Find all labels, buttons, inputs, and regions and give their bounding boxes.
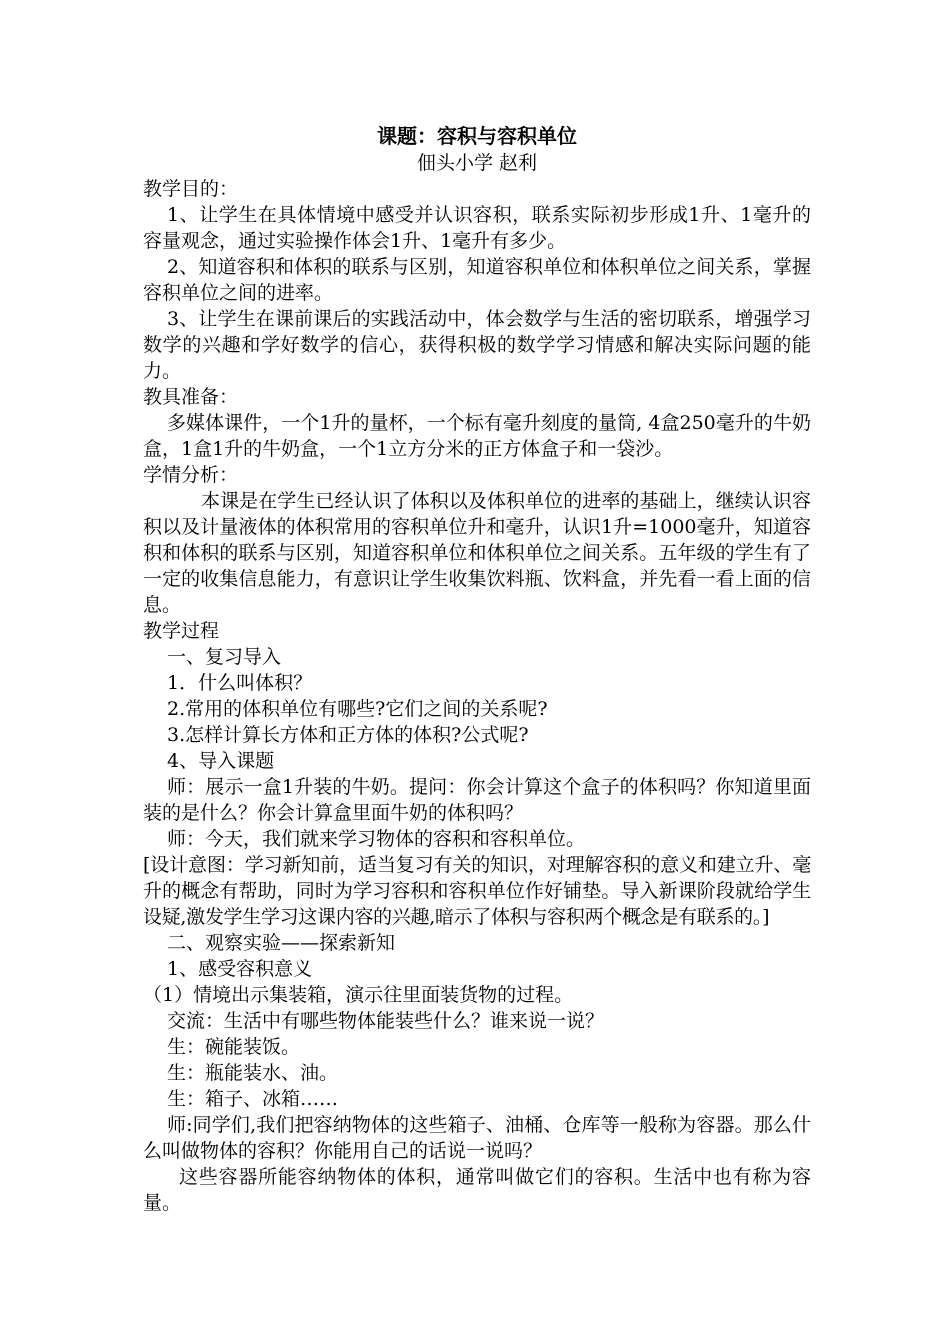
process-step-explore: 二、观察实验——探索新知: [167, 932, 396, 954]
section-heading-objectives: 教学目的：: [143, 178, 239, 200]
student-answer-1: 生：碗能装饭。: [167, 1036, 301, 1058]
teacher-prompt-milk: 师：展示一盒1升装的牛奶。提问：你会计算这个盒子的体积吗？你知道里面装的是什么？你会计算盒里面牛奶的体积吗？: [143, 776, 811, 824]
review-question-1: 1．什么叫体积？: [167, 672, 313, 694]
section-heading-analysis: 学情分析：: [143, 464, 239, 486]
process-step-review: 一、复习导入: [167, 646, 282, 668]
materials-paragraph: 多媒体课件，一个1升的量杯，一个标有毫升刻度的量筒, 4盒250毫升的牛奶盒，1盒1升的牛奶盒，一个1立方分米的正方体盒子和一袋沙。: [143, 412, 811, 460]
student-answer-3: 生：箱子、冰箱……: [167, 1088, 339, 1110]
teacher-prompt-today: 师：今天，我们就来学习物体的容积和容积单位。: [167, 828, 586, 850]
review-question-2: 2.常用的体积单位有哪些?它们之间的关系呢?: [167, 698, 548, 720]
analysis-paragraph: 本课是在学生已经认识了体积以及体积单位的进率的基础上，继续认识容积以及计量液体的体积常用的容积单位升和毫升，认识1升=1000毫升，知道容积和体积的联系与区别，知道容积单位和体积单位之间关系。五年级的学生有了一定的收集信息能力，有意识让学生收集饮料瓶、饮料盒，并先看一看上面的信息。: [143, 490, 811, 616]
document-title: 课题：容积与容积单位: [377, 124, 577, 148]
document-author: 佃头小学 赵利: [416, 152, 538, 174]
design-intent-note: [设计意图：学习新知前，适当复习有关的知识，对理解容积的意义和建立升、毫升的概念有帮助，同时为学习容积和容积单位作好铺垫。导入新课阶段就给学生设疑,激发学生学习这课内容的兴趣,暗示了体积与容积两个概念是有联系的。]: [143, 854, 811, 928]
objective-item-3: 3、让学生在课前课后的实践活动中，体会数学与生活的密切联系，增强学习数学的兴趣和学好数学的信心，获得积极的数学学习情感和解决实际问题的能力。: [143, 308, 811, 382]
section-heading-materials: 教具准备：: [143, 386, 239, 408]
explore-subheading: 1、感受容积意义: [167, 958, 313, 980]
document-page: [143, 122, 811, 1216]
objective-item-1: 1、让学生在具体情境中感受并认识容积，联系实际初步形成1升、1毫升的容量观念，通过实验操作体会1升、1毫升有多少。: [143, 204, 811, 252]
teacher-question-capacity: 师:同学们,我们把容纳物体的这些箱子、油桶、仓库等一般称为容器。那么什么叫做物体的容积？你能用自己的话说一说吗？: [143, 1114, 811, 1162]
section-heading-process: 教学过程: [143, 620, 220, 642]
discussion-prompt: 交流：生活中有哪些物体能装些什么？谁来说一说？: [167, 1010, 605, 1032]
document-body: [143, 176, 811, 1216]
review-question-3: 3.怎样计算长方体和正方体的体积?公式呢?: [167, 724, 529, 746]
objective-item-2: 2、知道容积和体积的联系与区别，知道容积单位和体积单位之间关系，掌握容积单位之间的进率。: [143, 256, 811, 304]
student-answer-2: 生：瓶能装水、油。: [167, 1062, 339, 1084]
review-question-4: 4、导入课题: [167, 750, 275, 772]
capacity-definition: 这些容器所能容纳物体的体积，通常叫做它们的容积。生活中也有称为容量。: [143, 1166, 811, 1214]
explore-item-1: （1）情境出示集装箱，演示往里面装货物的过程。: [143, 984, 574, 1006]
